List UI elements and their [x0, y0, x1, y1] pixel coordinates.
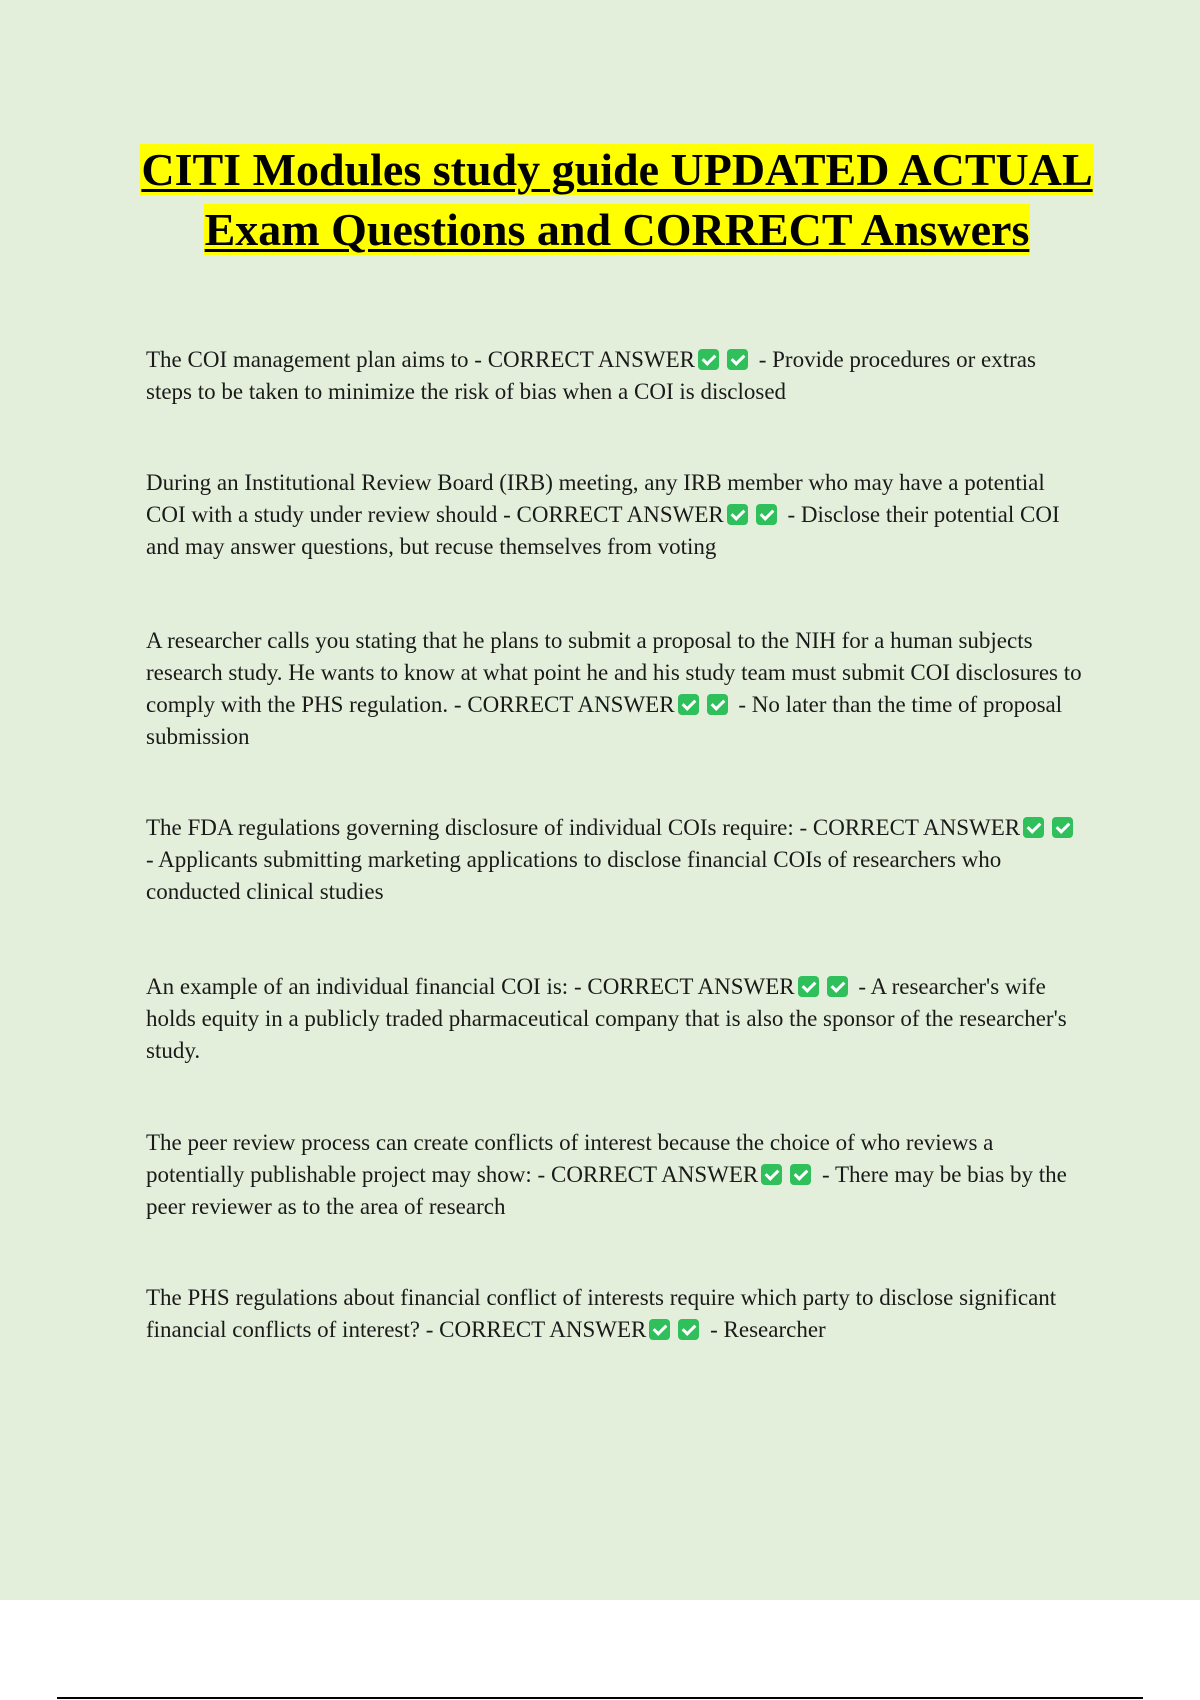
check-mark-icon — [827, 976, 848, 997]
check-mark-icon — [678, 694, 699, 715]
question-text: During an Institutional Review Board (IRB) meeting, any IRB member who may have a potential COI with a study under review should - — [146, 470, 1045, 527]
correct-answer-label: CORRECT ANSWER — [516, 502, 724, 527]
qa-item-1 — [146, 344, 1086, 408]
document-title-text: CITI Modules study guide UPDATED ACTUAL Exam Questions and CORRECT Answers — [141, 144, 1093, 255]
qa-item-6 — [146, 1127, 1086, 1223]
answer-text: - Applicants submitting marketing applications to disclose financial COIs of researchers who conducted clinical studies — [146, 847, 1002, 904]
question-text: An example of an individual financial COI is: - — [146, 974, 588, 999]
correct-answer-label: CORRECT ANSWER — [550, 1162, 759, 1187]
qa-item-2 — [146, 467, 1086, 563]
footer-divider — [57, 1697, 1143, 1699]
qa-item-7 — [146, 1282, 1086, 1346]
check-mark-icon — [727, 349, 748, 370]
check-mark-icon — [790, 1164, 811, 1185]
check-mark-icon — [727, 504, 748, 525]
question-text: A researcher calls you stating that he plans to submit a proposal to the NIH for a human subjects research study. He wants to know at what point he and his study team must submit COI disclosures to comply with the PHS regulation. - — [146, 628, 1082, 717]
answer-text: - A researcher's wife holds equity in a publicly traded pharmaceutical company that is also the sponsor of the researcher's study. — [146, 974, 1067, 1063]
correct-answer-label: CORRECT ANSWER — [487, 347, 695, 372]
check-mark-icon — [649, 1319, 670, 1340]
check-mark-icon — [707, 694, 728, 715]
answer-text: - Provide procedures or extras steps to be taken to minimize the risk of bias when a COI is disclosed — [146, 347, 1036, 404]
check-mark-icon — [1052, 817, 1073, 838]
correct-answer-label: CORRECT ANSWER — [812, 815, 1021, 840]
check-mark-icon — [761, 1164, 782, 1185]
qa-item-3 — [146, 625, 1086, 753]
answer-text: - No later than the time of proposal submission — [146, 692, 1063, 749]
question-text: The FDA regulations governing disclosure of individual COIs require: - — [146, 815, 813, 840]
question-text: The peer review process can create conflicts of interest because the choice of who reviews a potentially publishable project may show: - — [146, 1130, 994, 1187]
correct-answer-label: CORRECT ANSWER — [467, 692, 675, 717]
answer-text: - There may be bias by the peer reviewer as to the area of research — [146, 1162, 1067, 1219]
check-mark-icon — [1023, 817, 1044, 838]
check-mark-icon — [678, 1319, 699, 1340]
check-mark-icon — [798, 976, 819, 997]
check-mark-icon — [756, 504, 777, 525]
qa-item-5 — [146, 971, 1086, 1067]
document-title — [120, 140, 1114, 260]
answer-text: - Researcher — [704, 1317, 826, 1342]
correct-answer-label: CORRECT ANSWER — [587, 974, 795, 999]
answer-text: - Disclose their potential COI and may answer questions, but recuse themselves from voting — [146, 502, 1060, 559]
qa-item-4 — [146, 812, 1086, 908]
check-mark-icon — [698, 349, 719, 370]
question-text: The COI management plan aims to - — [146, 347, 488, 372]
correct-answer-label: CORRECT ANSWER — [439, 1317, 647, 1342]
question-text: The PHS regulations about financial conflict of interests require which party to disclose significant financial conflicts of interest? - — [146, 1285, 1057, 1342]
